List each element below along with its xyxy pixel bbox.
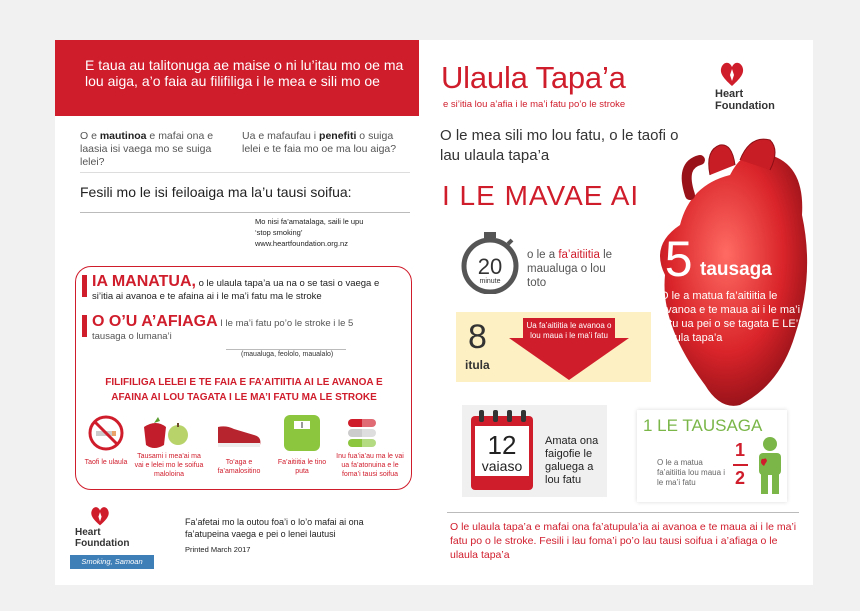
risk-heading: O O’U A’AFIAGA	[92, 313, 218, 330]
scale-icon	[282, 413, 322, 453]
bottom-advice: O le ulaula tapa’a e mafai ona fa’atupula’ia ai avanoa e te maua ai i le ma’i fatu po o le stroke. Fesili i lau foma’i po’o lau tausi soifua i a’afiaga o le ulaula tapa’a	[450, 521, 797, 561]
risk-text: O O’U A’AFIAGA I le ma’i fatu po’o le stroke i le 5 tausaga o lumana’i	[92, 313, 354, 342]
weeks-text: Amata ona faigofie le galuega a lou fatu	[545, 435, 599, 486]
intro-banner	[55, 40, 419, 116]
choice-label-4: Fa’aitiitia le tino puta	[277, 459, 327, 475]
heart-logo-icon	[719, 60, 745, 88]
risk-bar	[82, 315, 87, 337]
year-title: 1 LE TAUSAGA	[643, 416, 763, 435]
weeks-number: 12	[487, 430, 517, 460]
footer-logo-line2: Foundation	[75, 538, 130, 549]
shoe-icon	[214, 415, 264, 455]
heart-foundation-logo	[715, 60, 775, 112]
note-line	[80, 212, 410, 213]
minutes-unit: minute	[479, 278, 501, 285]
footer-logo	[75, 505, 129, 549]
page-title: Ulaula Tapa’a	[441, 60, 626, 95]
health-professional-question: Fesili mo le isi feiloaiga ma la’u tausi soifua:	[80, 184, 352, 200]
choice-label-5: Inu fua’ia’au ma le vai ua fa’atonuina e le foma’i tausi soifua	[336, 453, 404, 478]
quit-info	[255, 216, 363, 249]
stop-now-heading: I LE MAVAE AI	[442, 180, 640, 211]
remember-box	[75, 266, 412, 490]
hours-number: 8	[468, 318, 487, 356]
choice-label-1: Taofi le ulaula	[84, 459, 128, 466]
minutes-text: o le a fa’aitiitia le maualuga o lou toto	[527, 249, 613, 289]
years-number: 15	[637, 231, 693, 287]
risk-line	[226, 349, 346, 350]
quit-info-link[interactable]: www.heartfoundation.org.nz	[255, 239, 348, 248]
fraction-numerator: 1	[735, 440, 746, 460]
pills-icon	[342, 415, 382, 455]
hours-text: Ua fa’aitiitia le avanoa o lou maua i le ma’i fatu	[526, 321, 612, 340]
question-benefits: Ua e mafaufau i penefiti o suiga lelei e te faia mo oe ma lou aiga?	[242, 130, 397, 155]
remember-bar	[82, 275, 87, 297]
question-confidence: O e mautinoa e mafai ona e laasia isi vaega mo se suiga lelei?	[80, 130, 214, 168]
fraction-denominator: 2	[735, 468, 746, 488]
page-subtitle: e si’itia lou a’afia i le ma’i fatu po’o le stroke	[443, 99, 626, 110]
logo-line2: Foundation	[715, 100, 775, 112]
quit-info-line2: ‘stop smoking’	[255, 228, 303, 237]
person-icon	[753, 436, 787, 496]
logo-line1: Heart	[715, 88, 744, 100]
years-unit: tausaga	[700, 259, 772, 280]
divider	[80, 172, 410, 173]
footer-printed: Printed March 2017	[185, 545, 251, 554]
minutes-number: 20	[477, 254, 503, 279]
right-intro: O le mea sili mo lou fatu, o le taofi o lau ulaula tapa’a	[440, 127, 679, 164]
banner-text: E taua au talitonuga ae maise o ni lu’itau mo oe ma lou aiga, a’o faia au filifiliga i le mea e sili mo oe	[85, 57, 404, 89]
fraction-bar	[733, 464, 748, 466]
years-text: O le a matua fa’aitiitia le avanoa e te maua ai i le ma’i fatu ua pei o se tagata E LE’I ulaula tapa’a	[660, 290, 802, 344]
risk-note: (maualuga, feololo, maualalo)	[241, 351, 334, 358]
footer-heart-icon	[89, 505, 111, 527]
bottom-divider	[447, 512, 799, 513]
no-smoking-icon	[86, 413, 126, 453]
footer-logo-line1: Heart	[75, 527, 101, 538]
weeks-unit: vaiaso	[481, 458, 523, 474]
choice-label-2: Tausami i mea’ai ma vai e lelei mo le soifua maloloina	[134, 453, 204, 478]
quit-info-line1: Mo nisi fa’amatalaga, saili le upu	[255, 217, 364, 226]
infographic-page	[55, 40, 813, 585]
choices-heading: FILIFILIGA LELEI E TE FAIA E FA’AITIITIA AI LE AVANOA E AFAINA AI LOU TAGATA I LE MA’I FATU MA LE STROKE	[105, 377, 383, 403]
footer-tag: Smoking, Samoan	[70, 555, 154, 569]
fruit-icon	[136, 413, 196, 453]
year-text: O le a matua fa’aitiitia lou maua i le ma’i fatu	[657, 458, 726, 487]
remember-text: IA MANATUA, o le ulaula tapa’a ua na o se tasi o vaega e si’itia ai avanoa e te afaina ai i le ma’i fatu ma le stroke	[92, 273, 380, 302]
choice-label-3: To’aga e fa’amalositino	[217, 459, 261, 475]
footer-thanks: Fa’afetai mo la outou foa’i o lo’o mafai ai ona fa’atupeina vaega e pei o lenei lautusi	[185, 517, 364, 539]
remember-heading: IA MANATUA,	[92, 273, 196, 290]
hours-unit: itula	[465, 358, 490, 372]
